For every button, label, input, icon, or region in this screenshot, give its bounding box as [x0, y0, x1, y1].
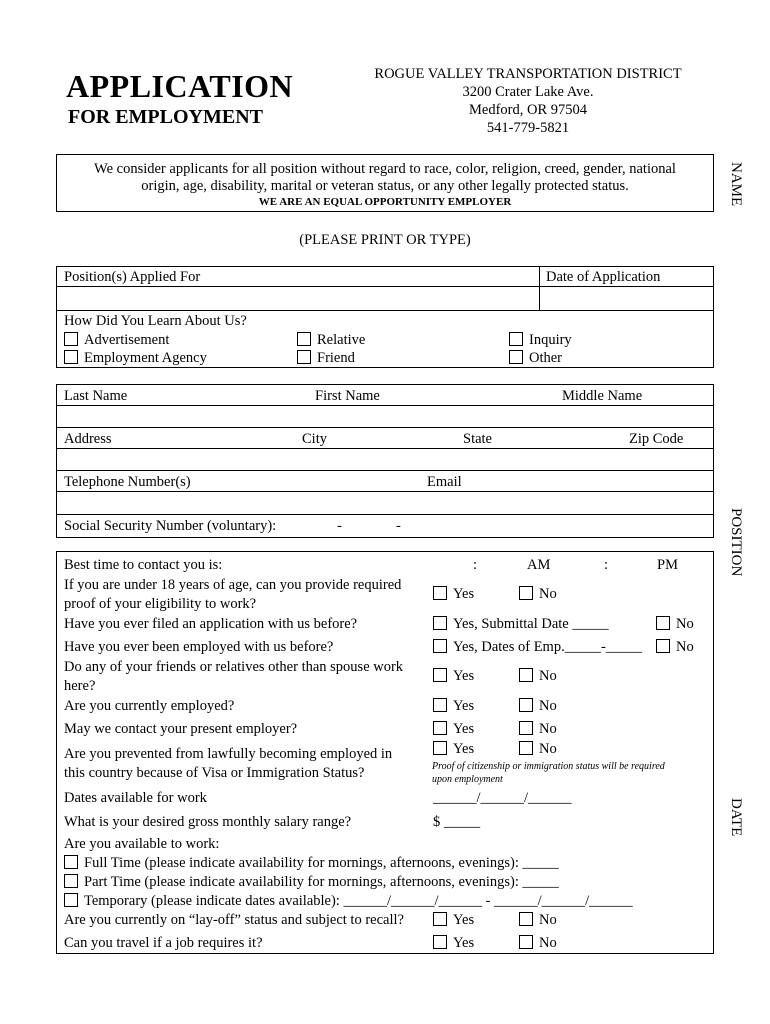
- temporary-option[interactable]: Temporary (please indicate dates available): ______/______/______ - ______/______/______: [64, 893, 633, 910]
- layoff-yes[interactable]: Yes: [433, 912, 474, 929]
- form-subtitle: FOR EMPLOYMENT: [68, 106, 263, 128]
- layoff-question: Are you currently on “lay-off” status and subject to recall?: [64, 912, 404, 928]
- currently-employed-question: Are you currently employed?: [64, 698, 235, 714]
- zip-label: Zip Code: [629, 431, 684, 447]
- ssn-dash-1: -: [337, 518, 342, 534]
- checkbox[interactable]: [433, 721, 447, 735]
- last-name-label: Last Name: [64, 388, 128, 404]
- name-input[interactable]: [58, 407, 712, 426]
- friends-no[interactable]: No: [519, 668, 557, 685]
- option-inquiry[interactable]: Inquiry: [509, 332, 572, 349]
- option-relative[interactable]: Relative: [297, 332, 365, 349]
- time-colon-pm: :: [604, 557, 609, 573]
- side-label-date: DATE: [728, 798, 744, 837]
- filed-before-question: Have you ever filed an application with us before?: [64, 616, 358, 632]
- salary-question: What is your desired gross monthly salary range?: [64, 814, 352, 830]
- part-time-option[interactable]: Part Time (please indicate availability for mornings, afternoons, evenings): _____: [64, 874, 559, 891]
- form-title: APPLICATION: [66, 68, 294, 104]
- city-label: City: [302, 431, 327, 447]
- contact-input[interactable]: [58, 493, 712, 513]
- state-label: State: [463, 431, 492, 447]
- pm-label: PM: [657, 557, 678, 573]
- checkbox[interactable]: [519, 741, 533, 755]
- date-of-application-label: Date of Application: [546, 269, 661, 285]
- checkbox[interactable]: [297, 350, 311, 364]
- address-label: Address: [64, 431, 112, 447]
- dates-available-input[interactable]: ______/______/______: [433, 790, 572, 806]
- option-friend[interactable]: Friend: [297, 350, 355, 367]
- travel-yes[interactable]: Yes: [433, 935, 474, 952]
- checkbox[interactable]: [297, 332, 311, 346]
- checkbox[interactable]: [64, 893, 78, 907]
- middle-name-label: Middle Name: [562, 388, 643, 404]
- option-other[interactable]: Other: [509, 350, 562, 367]
- eeo-line-2: origin, age, disability, marital or veteran status, or any other legally protected status.: [141, 178, 629, 194]
- available-to-work-label: Are you available to work:: [64, 836, 220, 852]
- print-note: (PLEASE PRINT OR TYPE): [299, 232, 471, 248]
- email-label: Email: [427, 474, 462, 490]
- under18-no[interactable]: No: [519, 586, 557, 603]
- am-label: AM: [527, 557, 551, 573]
- org-city: Medford, OR 97504: [468, 102, 587, 118]
- salary-input[interactable]: $ _____: [433, 814, 481, 830]
- filed-before-yes[interactable]: Yes, Submittal Date _____: [433, 616, 609, 633]
- travel-no[interactable]: No: [519, 935, 557, 952]
- side-label-name: NAME: [728, 162, 744, 207]
- contact-employer-no[interactable]: No: [519, 721, 557, 738]
- eeo-line-3: WE ARE AN EQUAL OPPORTUNITY EMPLOYER: [258, 196, 512, 208]
- employed-before-yes[interactable]: Yes, Dates of Emp._____-_____: [433, 639, 642, 656]
- org-name: ROGUE VALLEY TRANSPORTATION DISTRICT: [374, 66, 682, 82]
- checkbox[interactable]: [433, 741, 447, 755]
- option-advertisement[interactable]: Advertisement: [64, 332, 169, 349]
- checkbox[interactable]: [656, 616, 670, 630]
- side-label-position: POSITION: [728, 508, 744, 577]
- checkbox[interactable]: [433, 586, 447, 600]
- filed-before-no[interactable]: No: [656, 616, 694, 633]
- checkbox[interactable]: [433, 616, 447, 630]
- checkbox[interactable]: [519, 586, 533, 600]
- checkbox[interactable]: [433, 698, 447, 712]
- visa-no[interactable]: No: [519, 741, 557, 758]
- option-employment-agency[interactable]: Employment Agency: [64, 350, 207, 367]
- date-of-application-input[interactable]: [541, 288, 712, 308]
- layoff-no[interactable]: No: [519, 912, 557, 929]
- friends-question-l1: Do any of your friends or relatives other than spouse work: [64, 659, 404, 675]
- dates-available-label: Dates available for work: [64, 790, 207, 806]
- checkbox[interactable]: [433, 668, 447, 682]
- full-time-option[interactable]: Full Time (please indicate availability for mornings, afternoons, evenings): _____: [64, 855, 559, 872]
- visa-yes[interactable]: Yes: [433, 741, 474, 758]
- ssn-dash-2: -: [396, 518, 401, 534]
- org-phone: 541-779-5821: [486, 120, 570, 136]
- visa-question-l1: Are you prevented from lawfully becoming employed in: [64, 746, 393, 762]
- checkbox[interactable]: [656, 639, 670, 653]
- checkbox[interactable]: [519, 698, 533, 712]
- visa-question-l2: this country because of Visa or Immigration Status?: [64, 765, 365, 781]
- friends-question-l2: here?: [64, 678, 96, 694]
- checkbox[interactable]: [433, 935, 447, 949]
- contact-employer-question: May we contact your present employer?: [64, 721, 298, 737]
- checkbox[interactable]: [519, 912, 533, 926]
- checkbox[interactable]: [509, 350, 523, 364]
- currently-employed-no[interactable]: No: [519, 698, 557, 715]
- employed-before-no[interactable]: No: [656, 639, 694, 656]
- currently-employed-yes[interactable]: Yes: [433, 698, 474, 715]
- position-input[interactable]: [58, 288, 537, 308]
- checkbox[interactable]: [519, 935, 533, 949]
- friends-yes[interactable]: Yes: [433, 668, 474, 685]
- address-input[interactable]: [58, 450, 712, 469]
- time-colon-am: :: [473, 557, 478, 573]
- checkbox[interactable]: [64, 855, 78, 869]
- checkbox[interactable]: [64, 332, 78, 346]
- telephone-label: Telephone Number(s): [64, 474, 191, 490]
- under18-question-l1: If you are under 18 years of age, can you provide required: [64, 577, 402, 593]
- first-name-label: First Name: [315, 388, 380, 404]
- position-label: Position(s) Applied For: [64, 269, 201, 285]
- visa-note-l2: upon employment: [432, 774, 503, 785]
- checkbox[interactable]: [433, 639, 447, 653]
- under18-yes[interactable]: Yes: [433, 586, 474, 603]
- best-time-label: Best time to contact you is:: [64, 557, 223, 573]
- contact-employer-yes[interactable]: Yes: [433, 721, 474, 738]
- eeo-line-1: We consider applicants for all position without regard to race, color, religion, creed, gender, national: [94, 161, 676, 177]
- checkbox[interactable]: [64, 874, 78, 888]
- checkbox[interactable]: [519, 668, 533, 682]
- learn-about-us-label: How Did You Learn About Us?: [64, 313, 247, 329]
- checkbox[interactable]: [519, 721, 533, 735]
- visa-note-l1: Proof of citizenship or immigration status will be required: [432, 761, 665, 772]
- under18-question-l2: proof of your eligibility to work?: [64, 596, 257, 612]
- checkbox[interactable]: [509, 332, 523, 346]
- org-address: 3200 Crater Lake Ave.: [462, 84, 594, 100]
- checkbox[interactable]: [64, 350, 78, 364]
- checkbox[interactable]: [433, 912, 447, 926]
- ssn-label: Social Security Number (voluntary):: [64, 518, 277, 534]
- employed-before-question: Have you ever been employed with us before?: [64, 639, 334, 655]
- travel-question: Can you travel if a job requires it?: [64, 935, 263, 951]
